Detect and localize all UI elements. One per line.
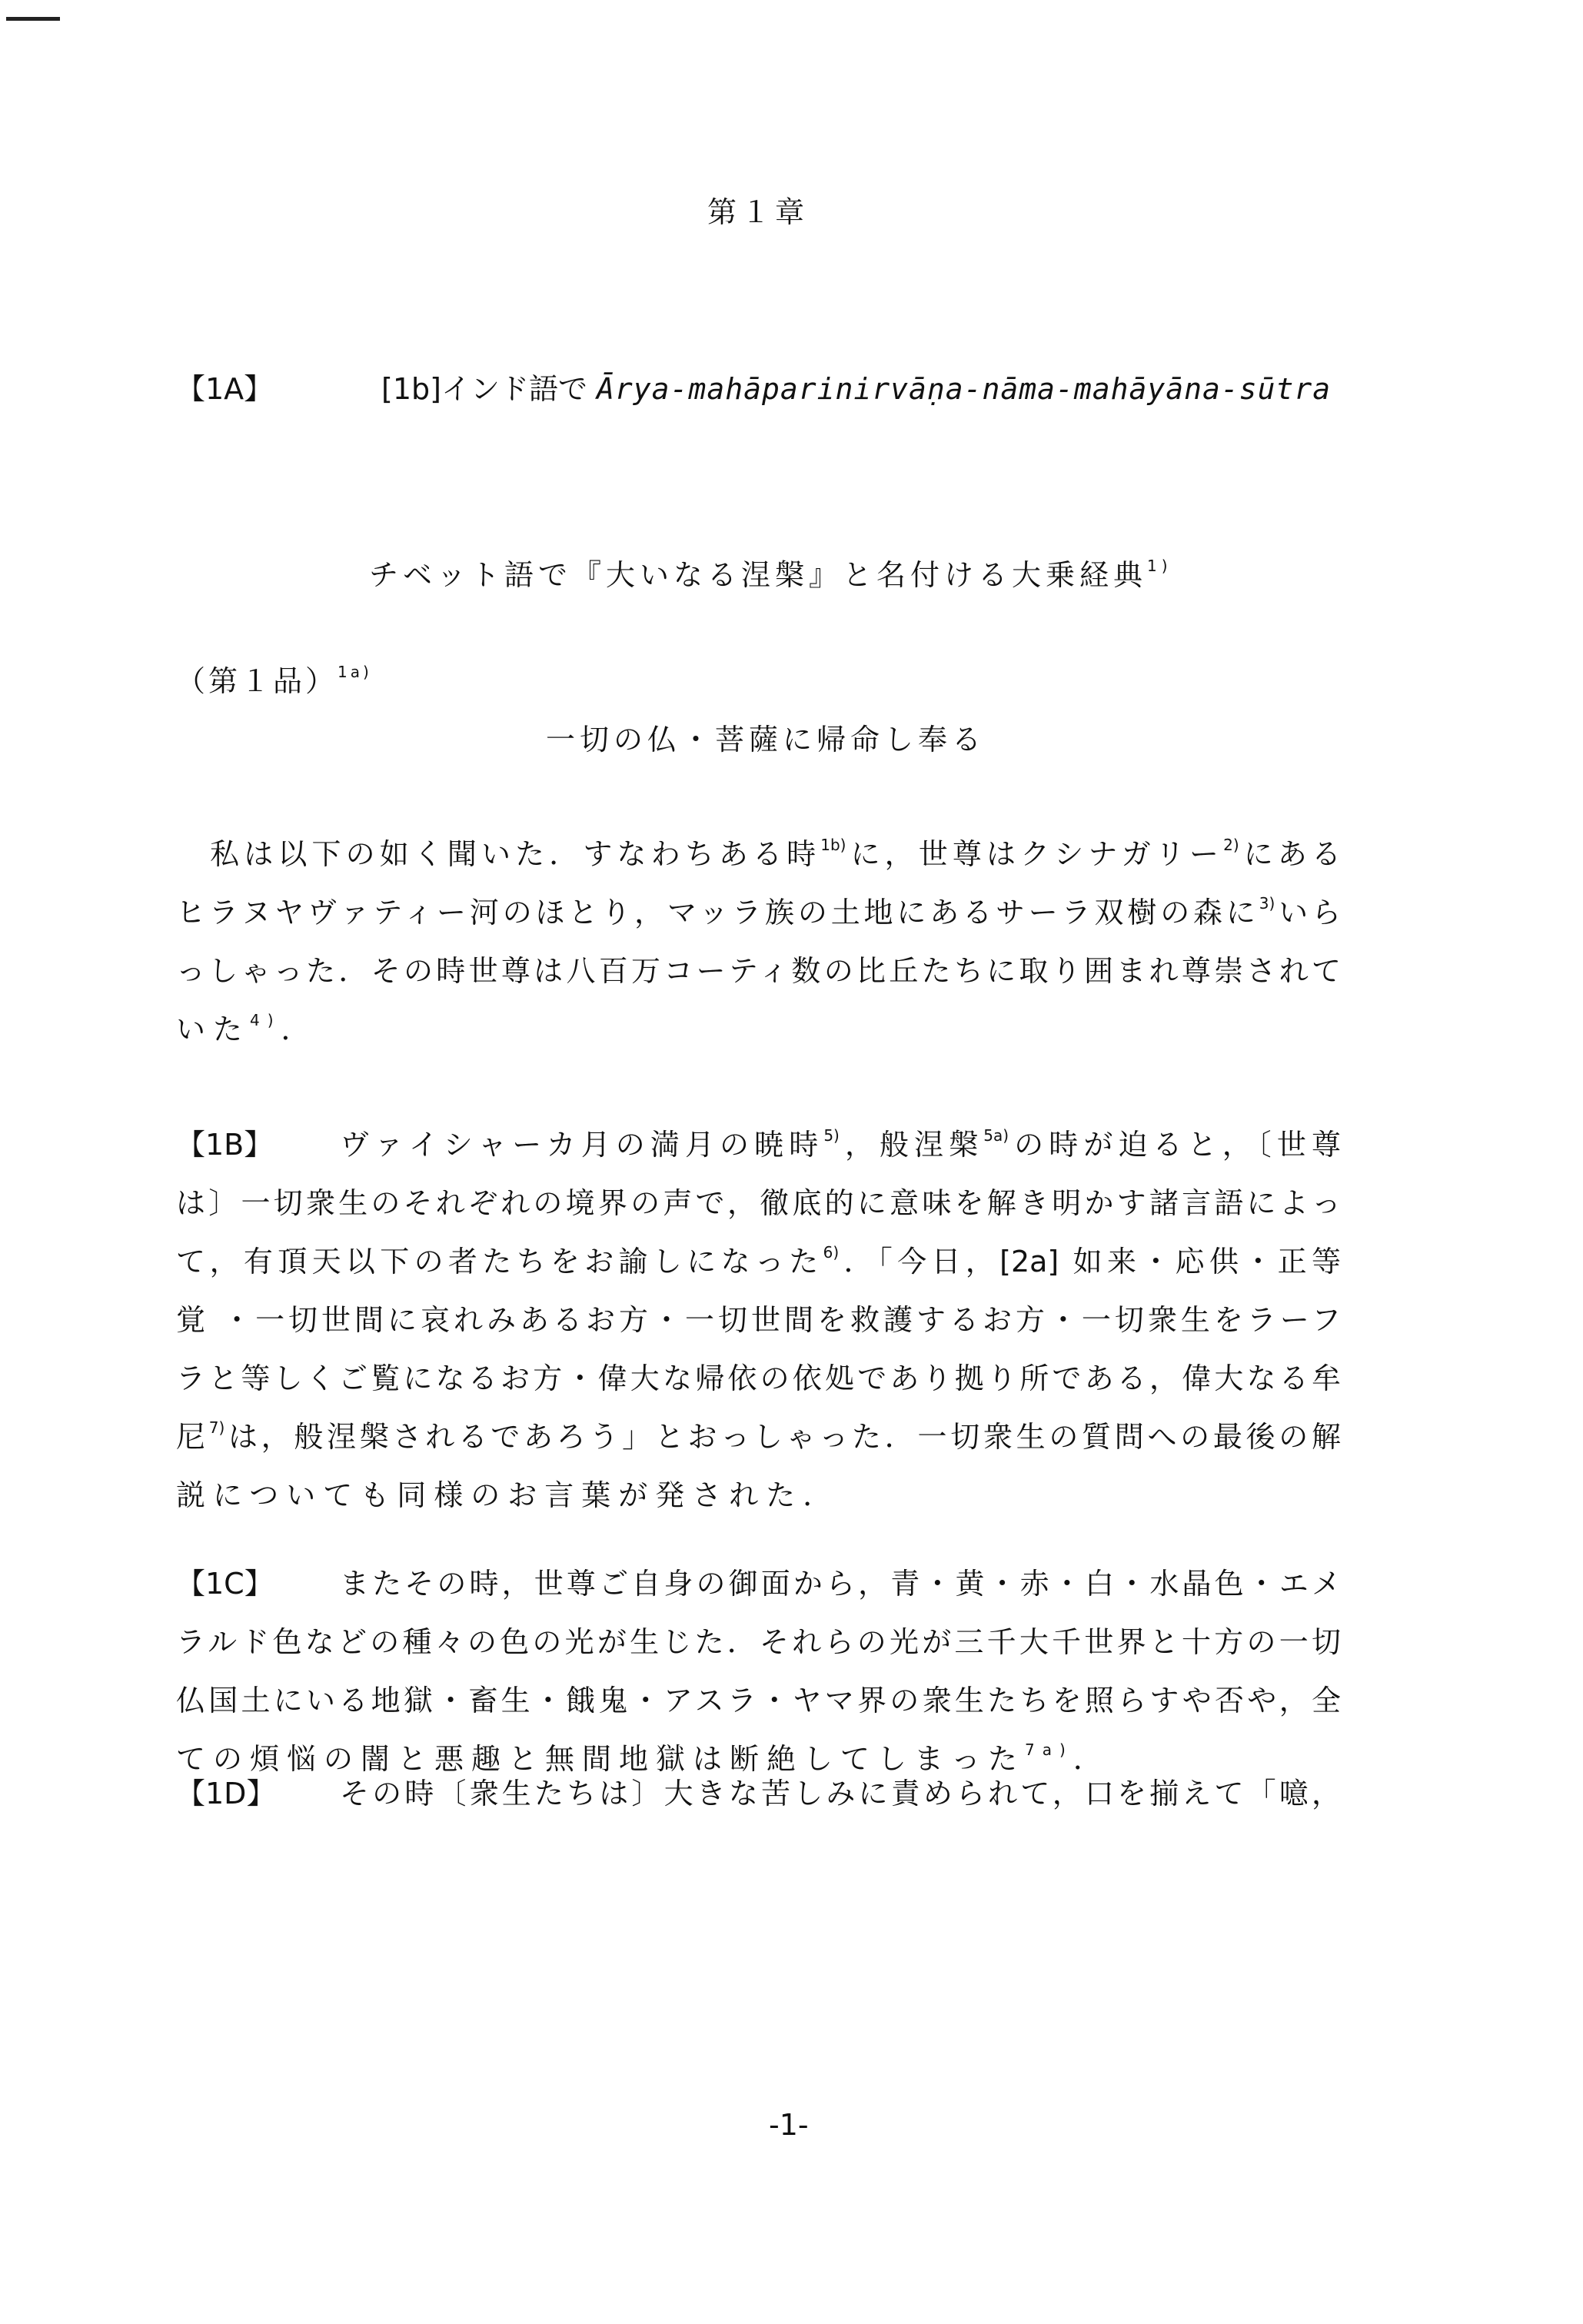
sanskrit-title: Ārya-mahāparinirvāṇa-nāma-mahāyāna-sūtra bbox=[597, 372, 1332, 406]
text-run: （第１品） bbox=[176, 664, 338, 698]
footnote-ref: 1) bbox=[1147, 557, 1172, 575]
text-line bbox=[176, 1185, 1341, 1222]
text-run: ヒラヌヤヴァティー河のほとり，マッラ族の土地にあるサーラ双樹の森に bbox=[176, 896, 1259, 929]
footnote-ref: 5) bbox=[823, 1126, 840, 1145]
footnote-ref: 1b) bbox=[820, 836, 846, 854]
page-number: -1- bbox=[769, 2108, 809, 2142]
text-run: 私は以下の如く聞いた．すなわちある時 bbox=[176, 837, 821, 871]
section-label-1A: 【1A】 bbox=[176, 372, 274, 406]
footnote-ref: 2) bbox=[1223, 836, 1239, 854]
text-run: 覚 ・一切世間に哀れみあるお方・一切世間を救護するお方・一切衆生をラーフ bbox=[176, 1303, 1341, 1337]
text-line bbox=[176, 1360, 1341, 1397]
scan-mark bbox=[6, 17, 60, 21]
text-run: チベット語で『大いなる涅槃』と名付ける大乗経典 bbox=[369, 558, 1148, 592]
text-run: 説についても同様のお言葉が発された． bbox=[176, 1478, 840, 1512]
text-line bbox=[176, 836, 1341, 873]
text-run: 仏国土にいる地獄・畜生・餓鬼・アスラ・ヤマ界の衆生たちを照らすや否や，全 bbox=[176, 1684, 1341, 1717]
text-run: その時〔衆生たちは〕大きな苦しみに責められて，口を揃えて「噫， bbox=[340, 1777, 1341, 1810]
footnote-ref: 4) bbox=[250, 1011, 281, 1029]
text-line bbox=[176, 1011, 318, 1048]
homage: 一切の仏・菩薩に帰命し奉る bbox=[546, 723, 986, 756]
chapter-title: 第１章 bbox=[707, 195, 810, 229]
text-line bbox=[176, 1741, 1110, 1777]
footnote-ref: 1a) bbox=[338, 663, 372, 681]
text-line bbox=[176, 894, 1341, 931]
text-line bbox=[176, 1682, 1341, 1719]
text-line bbox=[340, 1565, 1341, 1602]
ref-marker: [1b]インド語で bbox=[381, 372, 587, 406]
footnote-ref: 7) bbox=[208, 1418, 225, 1437]
section-label: 【1C】 bbox=[176, 1567, 274, 1601]
text-run: いた bbox=[176, 1012, 251, 1046]
footnote-ref: 7a) bbox=[1025, 1741, 1073, 1759]
text-line bbox=[176, 1477, 840, 1514]
text-run: ての煩悩の闇と悪趣と無間地獄は断絶してしまった bbox=[176, 1742, 1026, 1776]
sanskrit-title-line bbox=[381, 371, 1331, 407]
text-run: ラと等しくご覧になるお方・偉大な帰依の依処であり拠り所である，偉大なる牟 bbox=[176, 1361, 1341, 1395]
tibetan-title bbox=[369, 557, 1172, 593]
footnote-ref: 5a) bbox=[983, 1126, 1009, 1145]
text-line bbox=[176, 1624, 1341, 1661]
text-run: またその時，世尊ご自身の御面から，青・黄・赤・白・水晶色・エメ bbox=[340, 1567, 1341, 1601]
text-line bbox=[176, 953, 1341, 989]
text-run: の時が迫ると，〔世尊 bbox=[1009, 1128, 1341, 1162]
text-run: っしゃった．その時世尊は八百万コーティ数の比丘たちに取り囲まれ尊崇されて bbox=[176, 954, 1341, 988]
text-line bbox=[176, 1243, 1341, 1280]
section-label: 【1B】 bbox=[176, 1128, 274, 1162]
text-run: は〕一切衆生のそれぞれの境界の声で，徹底的に意味を解き明かす諸言語によっ bbox=[176, 1186, 1341, 1220]
footnote-ref: 6) bbox=[823, 1243, 840, 1262]
text-line bbox=[340, 1126, 1341, 1163]
text-run: ラルド色などの種々の色の光が生じた．それらの光が三千大千世界と十方の一切 bbox=[176, 1625, 1341, 1659]
text-run: 尼 bbox=[176, 1420, 209, 1454]
text-run: にある bbox=[1239, 837, 1341, 871]
text-line bbox=[176, 1302, 1341, 1338]
text-run: ．「今日，[2a] 如来・応供・正等 bbox=[839, 1245, 1341, 1278]
text-run: いら bbox=[1275, 896, 1341, 929]
text-line bbox=[176, 1418, 1341, 1455]
text-run: に，世尊はクシナガリー bbox=[846, 837, 1224, 871]
chapter-subtitle bbox=[176, 663, 372, 700]
footnote-ref: 3) bbox=[1259, 894, 1275, 913]
text-run: ，般涅槃 bbox=[839, 1128, 984, 1162]
section-label: 【1D】 bbox=[176, 1777, 276, 1810]
text-run: は，般涅槃されるであろう」とおっしゃった．一切衆生の質問への最後の解 bbox=[224, 1420, 1341, 1454]
text-run: て，有頂天以下の者たちをお諭しになった bbox=[176, 1245, 823, 1278]
text-run: ． bbox=[1073, 1742, 1110, 1776]
text-run: ヴァイシャーカ月の満月の暁時 bbox=[340, 1128, 824, 1162]
text-line bbox=[340, 1775, 1341, 1812]
text-run: ． bbox=[281, 1012, 318, 1046]
